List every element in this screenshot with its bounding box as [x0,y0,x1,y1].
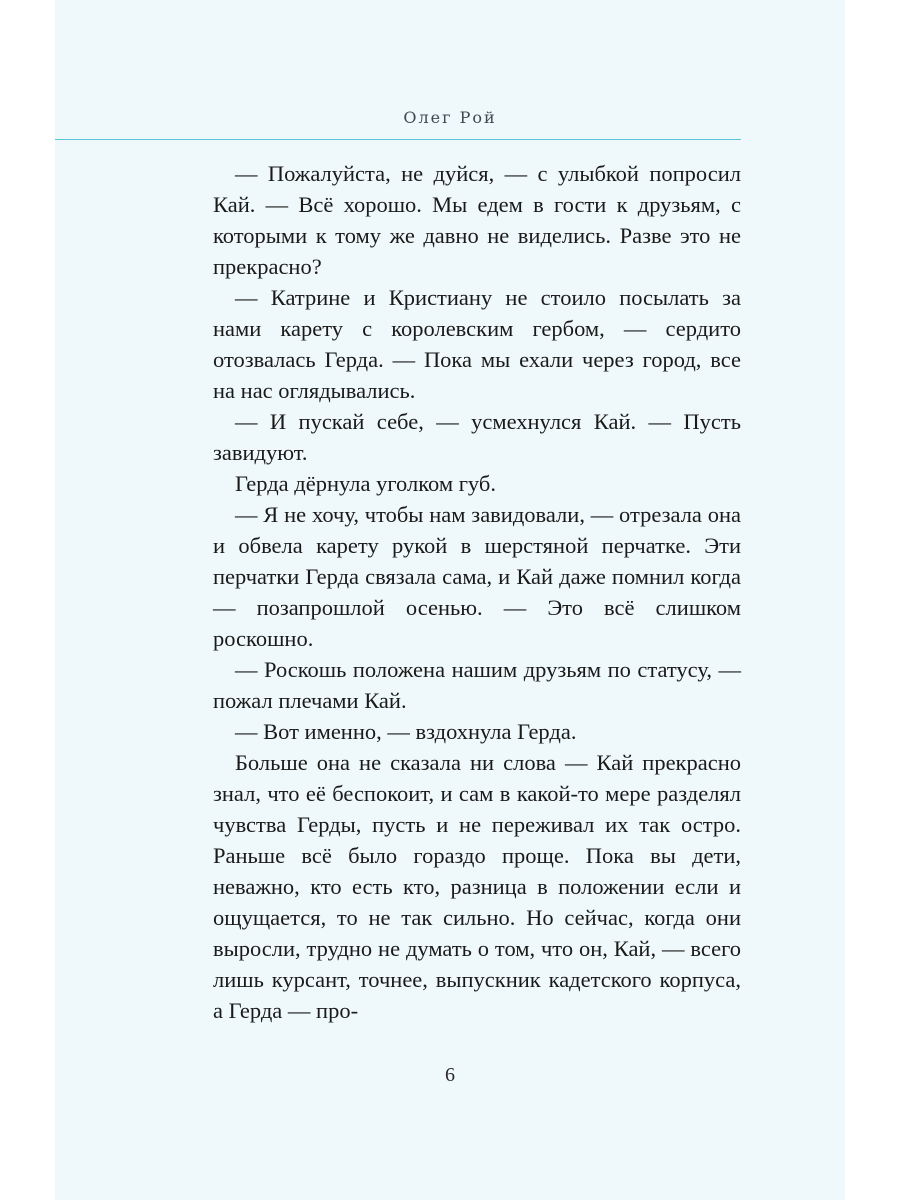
paragraph: — Катрине и Кристиану не стоило посылать за нами карету с королевским гербом, — сердито отозвалась Герда. — Пока мы ехали через город, все на нас оглядывались. [213,285,741,403]
paragraph: — Роскошь положена нашим друзьям по статусу, — пожал плечами Кай. [213,657,741,713]
book-page [55,0,845,1200]
paragraph: — Вот именно, — вздохнула Герда. [235,719,577,744]
running-head-author: Олег Рой [403,108,497,127]
body-text [213,158,741,1026]
paragraph: Герда дёрнула уголком губ. [235,471,496,496]
paragraph: — И пускай себе, — усмехнулся Кай. — Пусть завидуют. [213,409,741,465]
page-number: 6 [445,1064,455,1086]
paragraph: — Пожалуйста, не дуйся, — с улыбкой попросил Кай. — Всё хорошо. Мы едем в гости к друзьям, с которыми к тому же давно не виделись. Разве это не прекрасно? [213,161,741,279]
header-rule [55,139,741,140]
paragraph: — Я не хочу, чтобы нам завидовали, — отрезала она и обвела карету рукой в шерстяной перчатке. Эти перчатки Герда связала сама, и Кай даже помнил когда — позапрошлой осенью. — Это всё слишком роскошно. [213,502,741,651]
paragraph: Больше она не сказала ни слова — Кай прекрасно знал, что её беспокоит, и сам в какой-то мере разделял чувства Герды, пусть и не переживал их так остро. Раньше всё было гораздо проще. Пока вы дети, неважно, кто есть кто, разница в положении если и ощущается, то не так сильно. Но сейчас, когда они выросли, трудно не думать о том, что он, Кай, — всего лишь курсант, точнее, выпускник кадетского корпуса, а Герда — про- [213,750,741,1023]
